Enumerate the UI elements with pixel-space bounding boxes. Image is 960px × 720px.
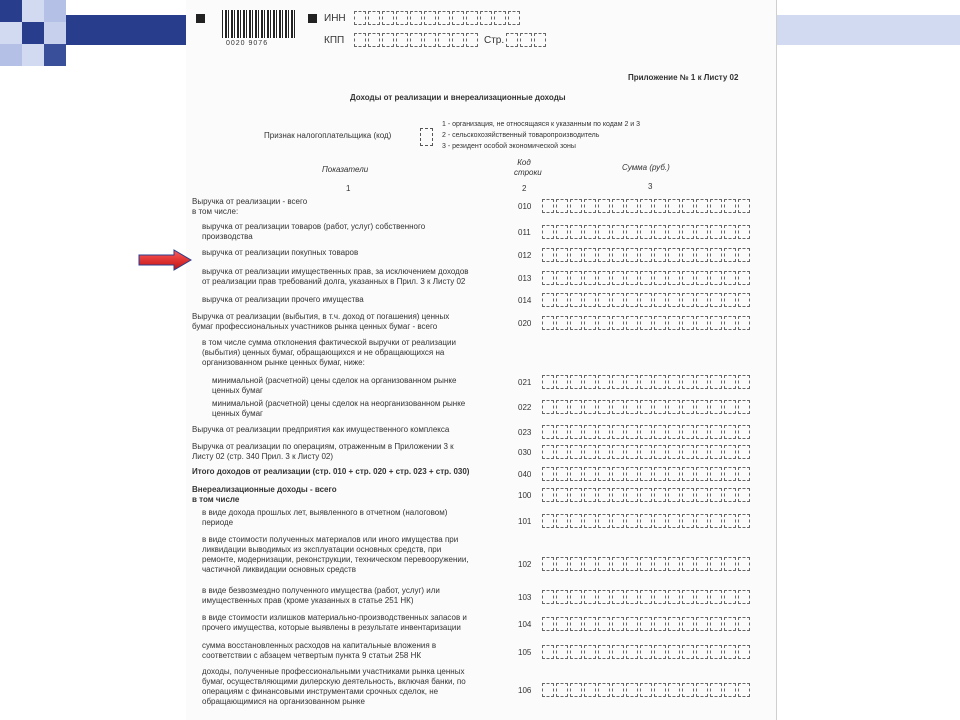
row-amount-cells[interactable] — [542, 375, 752, 389]
row-label-line: ценных бумаг — [212, 409, 263, 418]
row-amount-cells[interactable] — [542, 683, 752, 697]
row-label — [192, 467, 469, 477]
row-amount-cells[interactable] — [542, 293, 752, 307]
taxpayer-option-2: 2 - сельскохозяйственный товаропроизводитель — [442, 132, 600, 139]
row-label — [202, 535, 469, 575]
row-label — [202, 222, 425, 242]
red-arrow-icon — [138, 249, 192, 271]
row-label-line: организованном рынке ценных бумаг, ниже: — [202, 358, 365, 367]
row-label-line: Выручка от реализации - всего — [192, 197, 308, 206]
row-label-line: в том числе сумма отклонения фактической выручки от реализации — [202, 338, 456, 347]
row-code: 010 — [518, 202, 532, 211]
corner-marker-left — [196, 14, 205, 23]
row-label-line: Выручка от реализации (выбытия, в т.ч. доход от погашения) ценных — [192, 312, 450, 321]
page-label: Стр. — [484, 35, 505, 46]
row-label-line: в виде дохода прошлых лет, выявленного в отчетном (налоговом) — [202, 508, 448, 517]
row-label-line: выручка от реализации прочего имущества — [202, 295, 364, 304]
form-title: Доходы от реализации и внереализационные доходы — [350, 93, 566, 102]
row-label-line: минимальной (расчетной) цены сделок на неорганизованном рынке — [212, 399, 466, 408]
row-code: 103 — [518, 593, 532, 602]
deco-square-light-3 — [0, 22, 22, 44]
row-amount-cells[interactable] — [542, 225, 752, 239]
row-label — [202, 338, 456, 368]
deco-square-light-1 — [22, 0, 44, 22]
row-code: 106 — [518, 686, 532, 695]
row-label-line: Выручка от реализации предприятия как имущественного комплекса — [192, 425, 450, 434]
deco-bar-light — [776, 15, 960, 45]
row-label-line: минимальной (расчетной) цены сделок на организованном рынке — [212, 376, 457, 385]
row-label — [202, 508, 447, 528]
inn-cells[interactable] — [354, 11, 522, 25]
col-number-1: 1 — [346, 184, 351, 193]
row-amount-cells[interactable] — [542, 316, 752, 330]
row-amount-cells[interactable] — [542, 445, 752, 459]
document-page — [186, 0, 777, 720]
row-label — [202, 248, 358, 258]
deco-square-light-5 — [0, 44, 22, 66]
row-amount-cells[interactable] — [542, 425, 752, 439]
row-label — [192, 197, 307, 217]
row-label-line: соответствии с абзацем четвертым пункта 9 статьи 258 НК — [202, 651, 421, 660]
row-amount-cells[interactable] — [542, 617, 752, 631]
row-amount-cells[interactable] — [542, 514, 752, 528]
row-code: 101 — [518, 517, 532, 526]
row-label-line: выручка от реализации имущественных прав, за исключением доходов — [202, 267, 469, 276]
taxpayer-option-3: 3 - резидент особой экономической зоны — [442, 143, 576, 150]
deco-bar-dark — [66, 15, 186, 45]
row-label-line: обращающимися на организованном рынке — [202, 697, 365, 706]
deco-square-dark-2 — [22, 22, 44, 44]
row-label — [212, 376, 456, 396]
row-code: 104 — [518, 620, 532, 629]
row-label-line: Внереализационные доходы - всего — [192, 485, 337, 494]
row-code: 022 — [518, 403, 532, 412]
row-label — [192, 312, 449, 332]
row-label-line: прочего имущества, которые выявлены в результате инвентаризации — [202, 623, 461, 632]
row-code: 105 — [518, 648, 532, 657]
taxpayer-sign-code-box[interactable] — [420, 128, 433, 146]
col-code-header: Код строки — [514, 158, 542, 177]
deco-square-light-4 — [44, 22, 66, 44]
row-label — [192, 485, 337, 505]
row-label-line: Листу 02 (стр. 340 Прил. 3 к Листу 02) — [192, 452, 334, 461]
row-label — [202, 586, 440, 606]
col-number-3: 3 — [648, 182, 653, 191]
col-indicators-header: Показатели — [322, 165, 369, 174]
row-label-line: Выручка от реализации по операциям, отраженным в Приложении 3 к — [192, 442, 454, 451]
row-label-line: сумма восстановленных расходов на капитальные вложения в — [202, 641, 437, 650]
col-number-2: 2 — [522, 184, 527, 193]
row-code: 040 — [518, 470, 532, 479]
row-amount-cells[interactable] — [542, 271, 752, 285]
row-label-line: в том числе — [192, 495, 240, 504]
appendix-title: Приложение № 1 к Листу 02 — [628, 73, 739, 82]
row-label-line: имущественных прав (кроме указанных в статье 251 НК) — [202, 596, 414, 605]
row-amount-cells[interactable] — [542, 248, 752, 262]
row-code: 030 — [518, 448, 532, 457]
row-label-line: в виде стоимости полученных материалов или иного имущества при — [202, 535, 459, 544]
row-label-line: ремонте, модернизации, реконструкции, техническом перевооружении, — [202, 555, 469, 564]
row-code: 013 — [518, 274, 532, 283]
row-code: 020 — [518, 319, 532, 328]
row-label — [202, 641, 436, 661]
deco-square-dark-3 — [44, 44, 66, 66]
row-label-line: (выбытия) ценных бумаг, обращающихся и не обращающихся на — [202, 348, 445, 357]
row-label-line: выручка от реализации товаров (работ, услуг) собственного — [202, 222, 426, 231]
row-amount-cells[interactable] — [542, 645, 752, 659]
row-code: 014 — [518, 296, 532, 305]
row-label-line: в том числе: — [192, 207, 239, 216]
deco-square-light-6 — [22, 44, 44, 66]
row-label-line: выручка от реализации покупных товаров — [202, 248, 359, 257]
row-amount-cells[interactable] — [542, 557, 752, 571]
row-label-line: в виде стоимости излишков материально-производственных запасов и — [202, 613, 467, 622]
col-amount-header: Сумма (руб.) — [622, 163, 670, 172]
row-label-line: доходы, полученные профессиональными участниками рынка ценных — [202, 667, 465, 676]
inn-label: ИНН — [324, 13, 346, 24]
row-label-line: частичной ликвидации основных средств — [202, 565, 356, 574]
row-label — [202, 667, 466, 707]
row-label-line: Итого доходов от реализации (стр. 010 + стр. 020 + стр. 023 + стр. 030) — [192, 467, 470, 476]
row-label-line: бумаг профессиональных участников рынка ценных бумаг - всего — [192, 322, 438, 331]
barcode — [222, 10, 296, 38]
row-code: 021 — [518, 378, 532, 387]
page-cells[interactable] — [506, 33, 548, 47]
row-code: 100 — [518, 491, 532, 500]
barcode-number: 0020 9076 — [226, 40, 269, 47]
row-code: 023 — [518, 428, 532, 437]
kpp-cells[interactable] — [354, 33, 480, 47]
corner-marker-inn — [308, 14, 317, 23]
row-label-line: бумаг, осуществляющими дилерскую деятельность, включая банки, по — [202, 677, 466, 686]
row-amount-cells[interactable] — [542, 199, 752, 213]
row-amount-cells[interactable] — [542, 488, 752, 502]
row-label — [202, 267, 469, 287]
row-label-line: в виде безвозмездно полученного имущества (работ, услуг) или — [202, 586, 440, 595]
row-label — [192, 442, 454, 462]
row-label-line: ликвидации выводимых из эксплуатации основных средств, при — [202, 545, 442, 554]
row-code: 102 — [518, 560, 532, 569]
row-amount-cells[interactable] — [542, 590, 752, 604]
row-amount-cells[interactable] — [542, 467, 752, 481]
row-label — [202, 613, 467, 633]
deco-square-dark-1 — [0, 0, 22, 22]
taxpayer-option-1: 1 - организация, не относящаяся к указанным по кодам 2 и 3 — [442, 121, 641, 128]
row-label-line: ценных бумаг — [212, 386, 263, 395]
row-code: 011 — [518, 228, 531, 237]
row-label — [202, 295, 364, 305]
row-label-line: от реализации прав требований долга, указанных в Прил. 3 к Листу 02 — [202, 277, 466, 286]
row-amount-cells[interactable] — [542, 400, 752, 414]
row-label-line: периоде — [202, 518, 234, 527]
row-code: 012 — [518, 251, 532, 260]
row-label-line: операциям с финансовыми инструментами срочных сделок, не — [202, 687, 439, 696]
row-label — [212, 399, 465, 419]
row-label — [192, 425, 449, 435]
row-label-line: производства — [202, 232, 253, 241]
taxpayer-sign-label: Признак налогоплательщика (код) — [264, 131, 392, 140]
deco-square-light-2 — [44, 0, 66, 22]
kpp-label: КПП — [324, 35, 345, 46]
